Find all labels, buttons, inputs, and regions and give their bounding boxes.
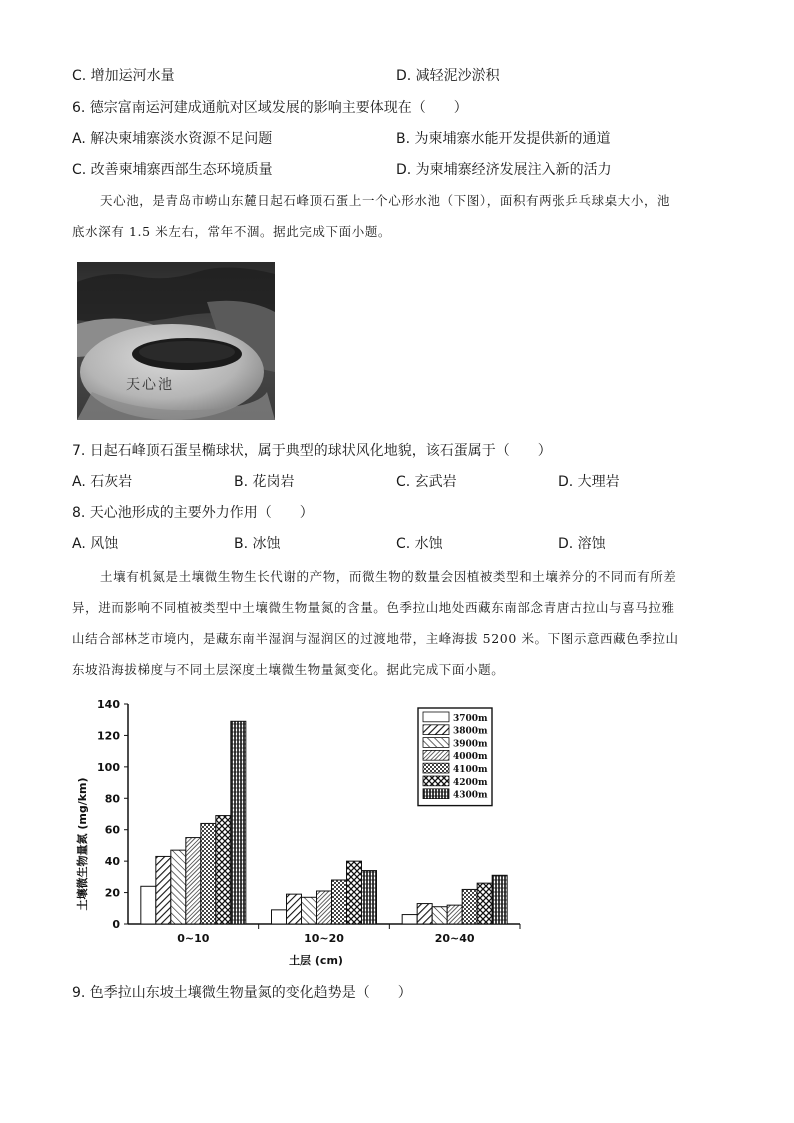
passage2-line4: 东坡沿海拔梯度与不同土层深度土壤微生物量氮变化。据此完成下面小题。 xyxy=(72,662,505,677)
legend-label-4100m: 4100m xyxy=(453,765,488,775)
q8-option-d: D. 溶蚀 xyxy=(558,536,606,552)
legend-swatch-3700m xyxy=(423,712,449,722)
y-tick-label: 60 xyxy=(104,823,120,837)
bar-4300m-20~40 xyxy=(492,875,507,924)
q7-option-a: A. 石灰岩 xyxy=(72,474,133,490)
passage1-line1: 天心池，是青岛市崂山东麓日起石峰顶石蛋上一个心形水池（下图），面积有两张乒乓球桌大小，池 xyxy=(100,193,671,208)
bar-3900m-0~10 xyxy=(171,850,186,924)
q8-stem: 8. 天心池形成的主要外力作用（ ） xyxy=(72,505,314,521)
bar-4000m-10~20 xyxy=(317,891,332,924)
passage2-line1: 土壤有机氮是土壤微生物生长代谢的产物，而微生物的数量会因植被类型和土壤养分的不同而有所差 xyxy=(100,569,677,584)
bar-3800m-0~10 xyxy=(156,856,171,924)
chart-legend xyxy=(418,708,492,806)
q5-option-c: C. 增加运河水量 xyxy=(72,68,175,84)
bar-3800m-10~20 xyxy=(287,894,302,924)
bar-4100m-20~40 xyxy=(462,889,477,924)
q6-stem: 6. 德宗富南运河建成通航对区域发展的影响主要体现在（ ） xyxy=(72,100,468,116)
legend-label-4000m: 4000m xyxy=(453,752,488,763)
bar-4000m-20~40 xyxy=(447,905,462,924)
legend-swatch-4100m xyxy=(423,763,449,773)
q5-option-d: D. 减轻泥沙淤积 xyxy=(396,68,500,84)
x-tick-label: 20~40 xyxy=(434,932,475,945)
q7-option-d: D. 大理岩 xyxy=(558,474,620,490)
y-tick-label: 40 xyxy=(104,855,120,869)
q8-option-b: B. 冰蚀 xyxy=(234,536,281,552)
q7-option-c: C. 玄武岩 xyxy=(396,474,457,490)
y-tick-label: 120 xyxy=(97,729,120,743)
bar-4200m-20~40 xyxy=(477,883,492,924)
bar-4300m-10~20 xyxy=(362,871,377,924)
tianxin-pool-photo xyxy=(77,262,275,420)
bar-3800m-20~40 xyxy=(417,904,432,924)
photo-caption: 天心池 xyxy=(126,377,174,393)
y-tick-label: 0 xyxy=(112,918,120,931)
passage1-line2: 底水深有 1.5 米左右，常年不涸。据此完成下面小题。 xyxy=(72,224,392,239)
soil-nitrogen-bar-chart xyxy=(72,694,532,972)
y-tick-label: 100 xyxy=(97,760,120,774)
q7-stem: 7. 日起石峰顶石蛋呈椭球状，属于典型的球状风化地貌，该石蛋属于（ ） xyxy=(72,443,552,459)
legend-swatch-4300m xyxy=(423,789,449,799)
bar-4100m-0~10 xyxy=(201,823,216,924)
q6-option-c: C. 改善柬埔寨西部生态环境质量 xyxy=(72,162,273,178)
y-tick-label: 80 xyxy=(104,792,120,806)
bar-4200m-0~10 xyxy=(216,816,231,924)
legend-label-3700m: 3700m xyxy=(453,713,488,724)
x-tick-label: 10~20 xyxy=(304,932,344,945)
bar-3900m-10~20 xyxy=(302,897,317,924)
bar-3900m-20~40 xyxy=(432,907,447,924)
legend-label-4300m: 4300m xyxy=(453,790,488,801)
q7-option-b: B. 花岗岩 xyxy=(234,474,295,490)
legend-swatch-4000m xyxy=(423,750,449,760)
legend-swatch-4200m xyxy=(423,776,449,786)
passage2-line2: 异，进而影响不同植被类型中土壤微生物量氮的含量。色季拉山地处西藏东南部念青唐古拉山与喜马拉雅 xyxy=(72,600,675,615)
legend-swatch-3800m xyxy=(423,725,449,735)
passage2-line3: 山结合部林芝市境内，是藏东南半湿润与湿润区的过渡地带，主峰海拔 5200 米。下图示意西藏色季拉山 xyxy=(72,631,679,646)
y-tick-label: 140 xyxy=(97,698,120,711)
q9-stem: 9. 色季拉山东坡土壤微生物量氮的变化趋势是（ ） xyxy=(72,985,412,1001)
bar-4200m-10~20 xyxy=(347,861,362,924)
legend-label-3900m: 3900m xyxy=(453,739,488,750)
legend-swatch-3900m xyxy=(423,738,449,748)
bar-4300m-0~10 xyxy=(231,721,246,924)
legend-label-3800m: 3800m xyxy=(453,726,488,737)
bar-3700m-20~40 xyxy=(402,915,417,924)
bar-4000m-0~10 xyxy=(186,838,201,924)
x-tick-label: 0~10 xyxy=(177,932,210,945)
x-axis-label: 土层 (cm) xyxy=(289,954,343,967)
q6-option-a: A. 解决柬埔寨淡水资源不足问题 xyxy=(72,131,273,147)
y-tick-label: 20 xyxy=(104,886,120,900)
q8-option-a: A. 风蚀 xyxy=(72,536,119,552)
q8-option-c: C. 水蚀 xyxy=(396,536,443,552)
y-axis-label: 土壤微生物量氮 (mg/km) xyxy=(76,777,89,911)
bar-3700m-0~10 xyxy=(141,886,156,924)
bar-4100m-10~20 xyxy=(332,880,347,924)
q6-option-d: D. 为柬埔寨经济发展注入新的活力 xyxy=(396,162,612,178)
legend-label-4200m: 4200m xyxy=(453,777,488,788)
bar-3700m-10~20 xyxy=(272,910,287,924)
q6-option-b: B. 为柬埔寨水能开发提供新的通道 xyxy=(396,131,611,147)
